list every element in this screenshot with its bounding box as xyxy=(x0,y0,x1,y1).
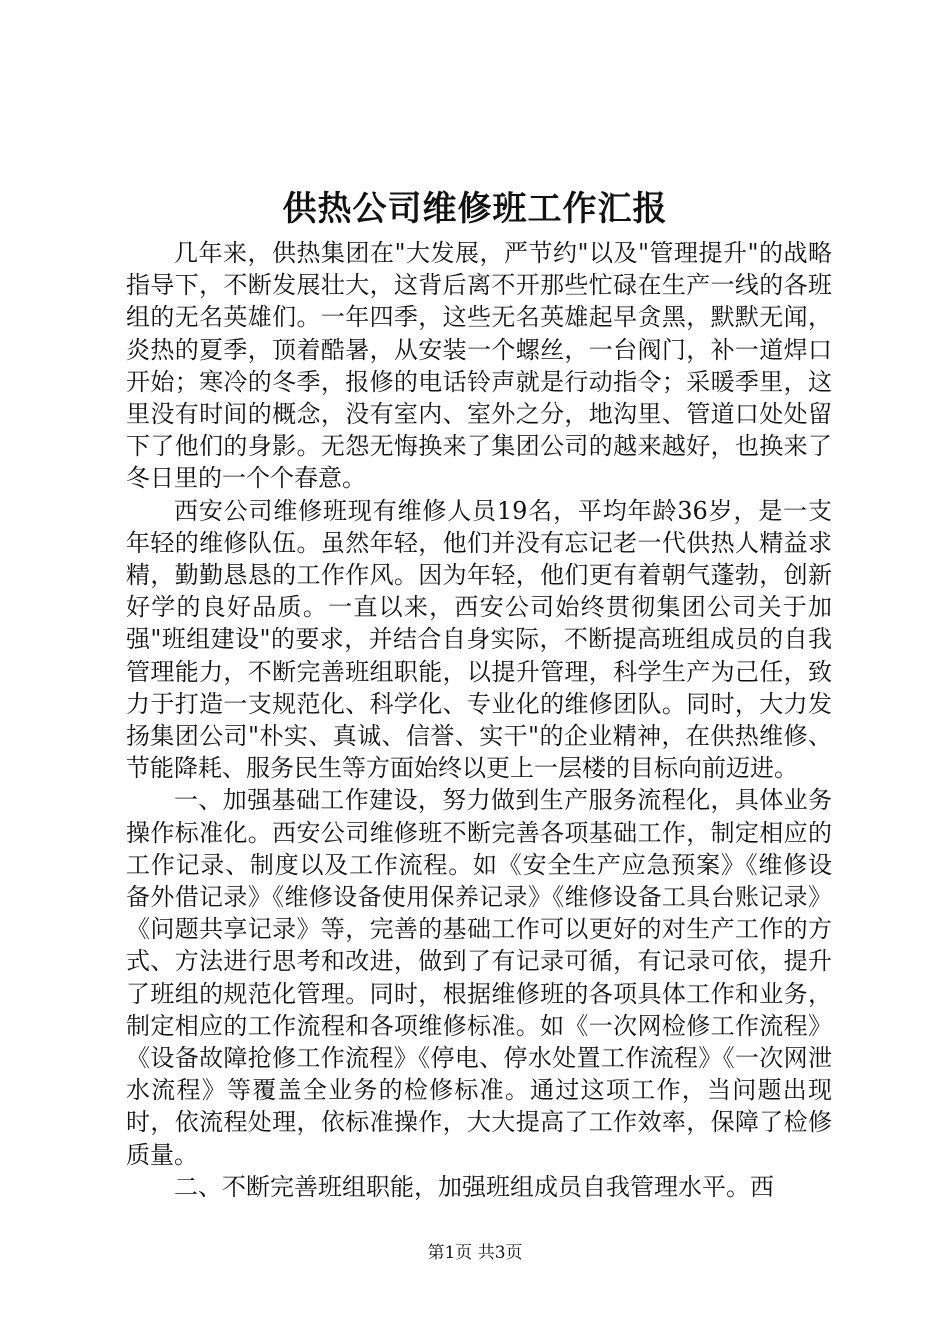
document-title: 供热公司维修班工作汇报 xyxy=(282,189,668,229)
document-body xyxy=(126,237,832,1203)
paragraph: 西安公司维修班现有维修人员19名，平均年龄36岁，是一支年轻的维修队伍。虽然年轻，他们并没有忘记老一代供热人精益求精，勤勤恳恳的工作作风。因为年轻，他们更有着朝气蓬勃，创新好学的良好品质。一直以来，西安公司始终贯彻集团公司关于加强"班组建设"的要求，并结合自身实际，不断提高班组成员的自我管理能力，不断完善班组职能，以提升管理，科学生产为己任，致力于打造一支规范化、科学化、专业化的维修团队。同时，大力发扬集团公司"朴实、真诚、信誉、实干"的企业精神，在供热维修、节能降耗、服务民生等方面始终以更上一层楼的目标向前迈进。 xyxy=(126,496,832,783)
page-footer xyxy=(0,1241,950,1265)
paragraph: 几年来，供热集团在"大发展，严节约"以及"管理提升"的战略指导下，不断发展壮大，这背后离不开那些忙碌在生产一线的各班组的无名英雄们。一年四季，这些无名英雄起早贪黑，默默无闻，炎热的夏季，顶着酷暑，从安装一个螺丝，一台阀门，补一道焊口开始；寒冷的冬季，报修的电话铃声就是行动指令；采暖季里，这里没有时间的概念，没有室内、室外之分，地沟里、管道口处处留下了他们的身影。无怨无悔换来了集团公司的越来越好，也换来了冬日里的一个个春意。 xyxy=(126,239,832,493)
page-number: 第1页 共3页 xyxy=(427,1243,523,1263)
paragraph: 一、加强基础工作建设，努力做到生产服务流程化，具体业务操作标准化。西安公司维修班不断完善各项基础工作，制定相应的工作记录、制度以及工作流程。如《安全生产应急预案》《维修设备外借记录》《维修设备使用保养记录》《维修设备工具台账记录》《问题共享记录》等，完善的基础工作可以更好的对生产工作的方式、方法进行思考和改进，做到了有记录可循，有记录可依，提升了班组的规范化管理。同时，根据维修班的各项具体工作和业务，制定相应的工作流程和各项维修标准。如《一次网检修工作流程》《设备故障抢修工作流程》《停电、停水处置工作流程》《一次网泄水流程》等覆盖全业务的检修标准。通过这项工作，当问题出现时，依流程处理，依标准操作，大大提高了工作效率，保障了检修质量。 xyxy=(126,786,832,1169)
paragraph: 二、不断完善班组职能，加强班组成员自我管理水平。西 xyxy=(174,1172,774,1201)
